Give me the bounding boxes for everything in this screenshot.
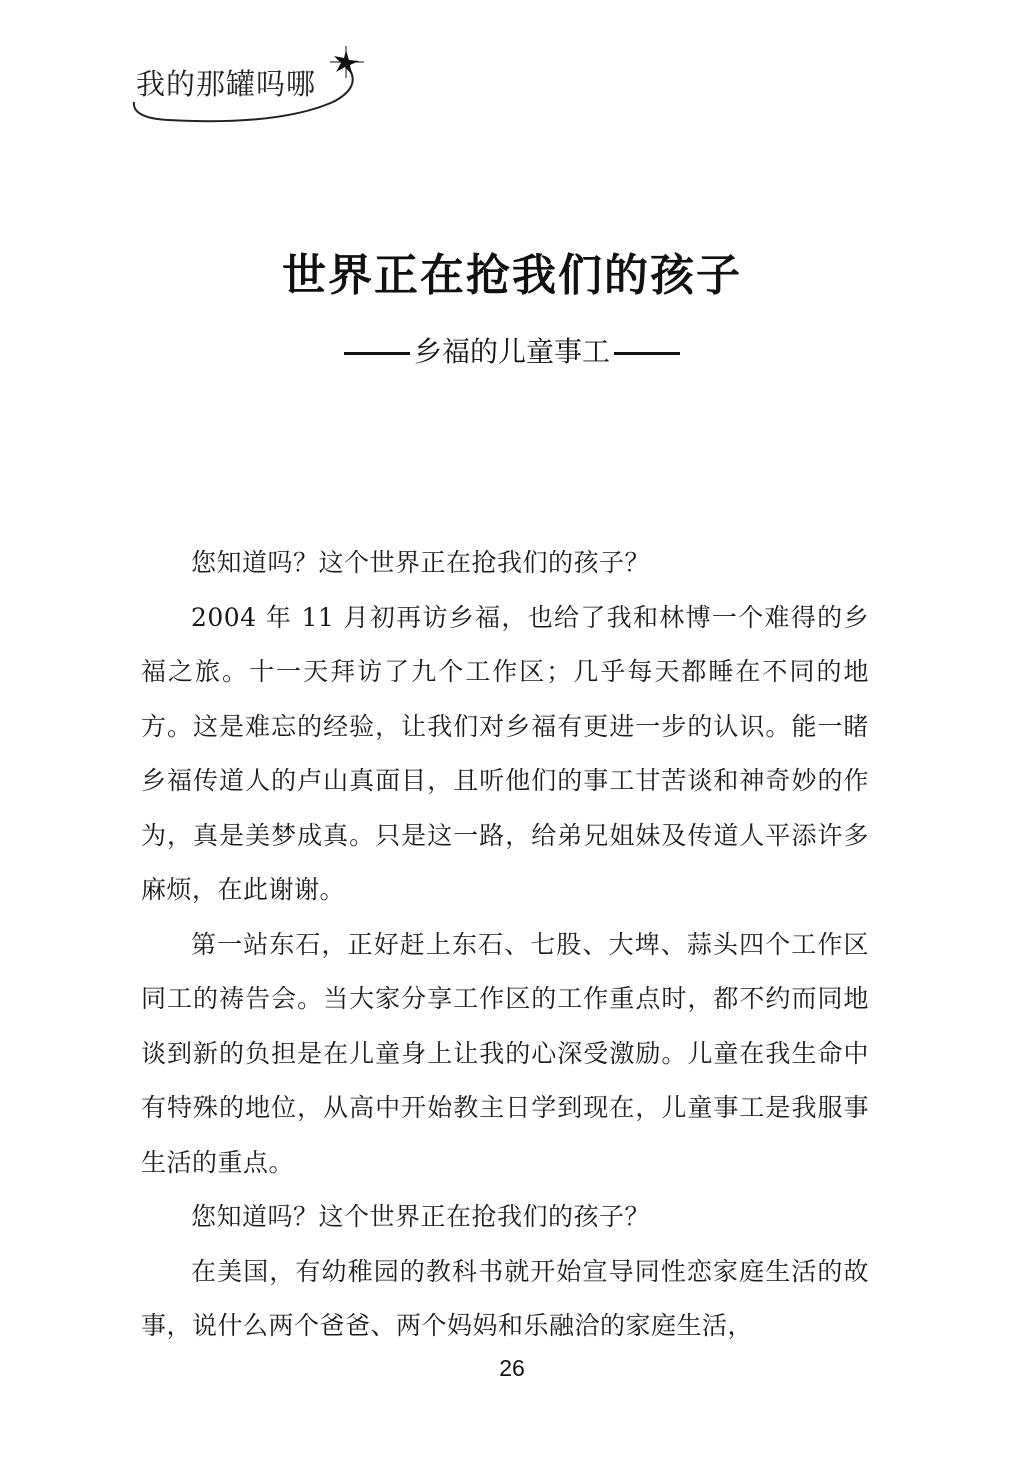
article-subtitle-line	[0, 330, 1024, 370]
sparkle-icon	[330, 46, 364, 78]
paragraph: 您知道吗？这个世界正在抢我们的孩子？	[191, 548, 651, 577]
paragraph: 您知道吗？这个世界正在抢我们的孩子？	[191, 1202, 651, 1231]
header-logo	[128, 44, 368, 130]
paragraph: 第一站东石，正好赶上东石、七股、大埤、蒜头四个工作区同工的祷告会。当大家分享工作区的工作重点时，都不约而同地谈到新的负担是在儿童身上让我的心深受激励。儿童在我生命中有特殊的地位，从高中开始教主日学到现在，儿童事工是我服事生活的重点。	[141, 929, 869, 1177]
subtitle-dash-left	[344, 352, 410, 355]
article-title: 世界正在抢我们的孩子	[282, 250, 742, 302]
paragraph: 2004 年 11 月初再访乡福，也给了我和林博一个难得的乡福之旅。十一天拜访了九个工作区；几乎每天都睡在不同的地方。这是难忘的经验，让我们对乡福有更进一步的认识。能一睹乡福传道人的卢山真面目，且听他们的事工甘苦谈和神奇妙的作为，真是美梦成真。只是这一路，给弟兄姐妹及传道人平添许多麻烦，在此谢谢。	[141, 602, 869, 904]
subtitle-dash-right	[614, 352, 680, 355]
article-subtitle: 乡福的儿童事工	[413, 335, 610, 368]
paragraph: 在美国，有幼稚园的教科书就开始宣导同性恋家庭生活的故事，说什么两个爸爸、两个妈妈和乐融洽的家庭生活，	[141, 1256, 869, 1340]
book-title: 我的那罐吗哪	[136, 67, 317, 101]
page-number: 26	[499, 1355, 525, 1381]
article-body	[141, 536, 869, 1354]
